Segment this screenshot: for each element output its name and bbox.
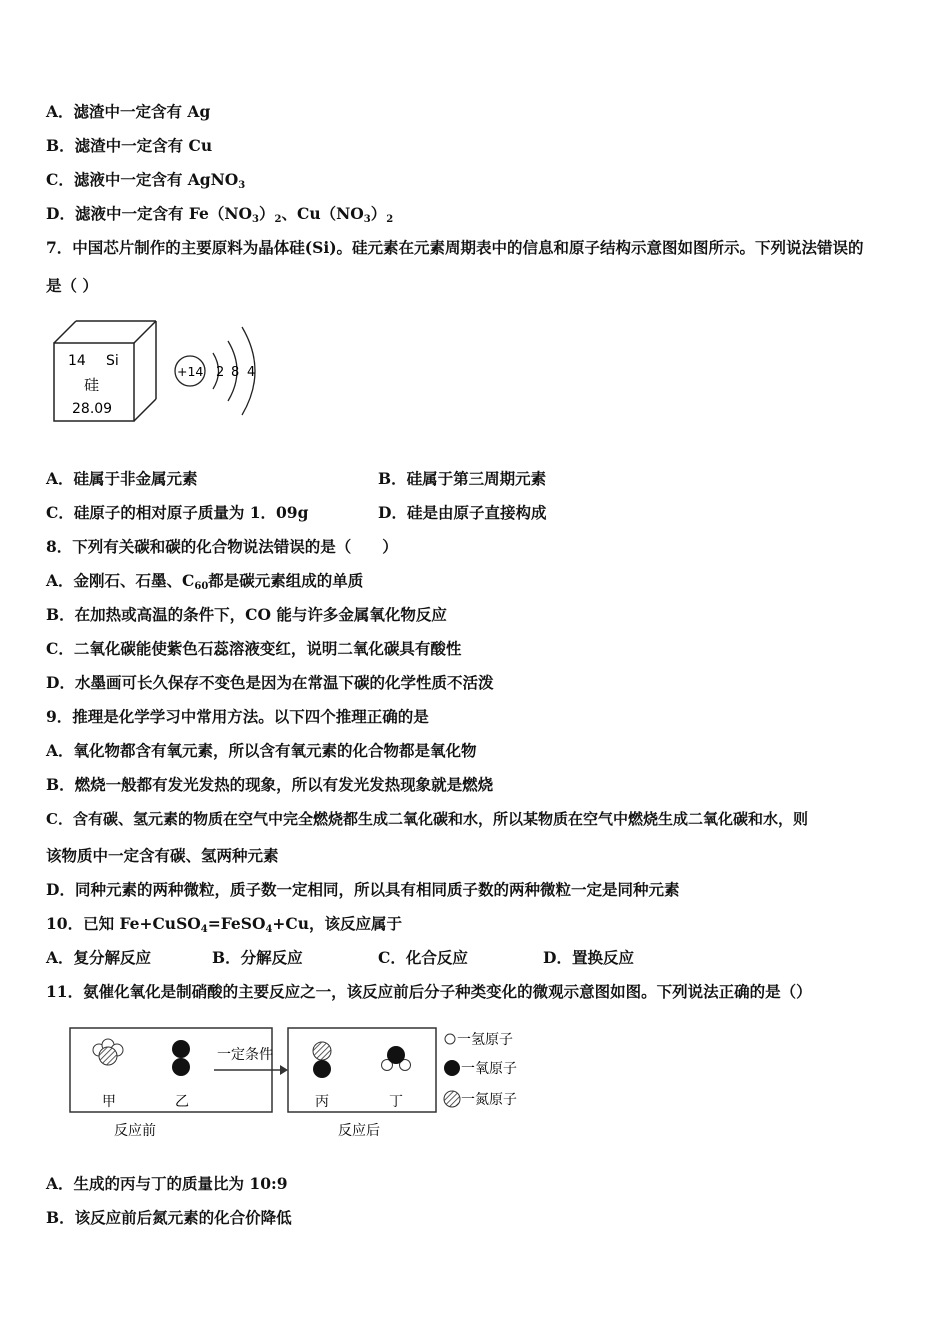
legend-oxygen: 一氧原子 [461, 1061, 517, 1077]
legend-hydrogen: 一氢原子 [457, 1032, 513, 1048]
q7-option-d: D．硅是由原子直接构成 [378, 503, 547, 522]
ammonia-molecule [93, 1039, 123, 1065]
q11-option-b: B．该反应前后氮元素的化合价降低 [46, 1208, 292, 1227]
nitric-oxide-molecule [313, 1042, 331, 1078]
legend-nitrogen-icon [444, 1091, 460, 1107]
q10-option-b: B．分解反应 [212, 948, 303, 967]
q7-option-a: A．硅属于非金属元素 [46, 469, 198, 488]
q11-reaction-diagram [64, 1022, 544, 1144]
q8-option-a: A．金刚石、石墨、$C_{60}$都是碳元素组成的单质 [46, 571, 364, 592]
legend-oxygen-icon [444, 1060, 460, 1076]
arrow-head [280, 1065, 288, 1075]
water-molecule [382, 1046, 411, 1071]
q8-option-b: B．在加热或高温的条件下，CO 能与许多金属氧化物反应 [46, 605, 447, 624]
atomic-number: 14 [68, 353, 86, 369]
q6-option-a: A．滤渣中一定含有 Ag [46, 102, 211, 121]
q8-option-d: D．水墨画可长久保存不变色是因为在常温下碳的化学性质不活泼 [46, 673, 494, 692]
q9-option-c: C．含有碳、氢元素的物质在空气中完全燃烧都生成二氧化碳和水，所以某物质在空气中燃烧生成二氧化碳和水，则 [46, 810, 808, 828]
q11-option-a: A．生成的丙与丁的质量比为 10:9 [46, 1174, 288, 1193]
after-box [288, 1028, 436, 1112]
q7-option-b: B．硅属于第三周期元素 [378, 469, 547, 488]
q8-option-c: C．二氧化碳能使紫色石蕊溶液变红，说明二氧化碳具有酸性 [46, 639, 462, 658]
shell-3-electrons: 4 [247, 365, 256, 380]
q6-option-c: C．滤液中一定含有 AgNO$_3$ [46, 170, 246, 191]
legend-nitrogen: 一氮原子 [461, 1092, 517, 1108]
q6-option-b: B．滤渣中一定含有 Cu [46, 136, 213, 155]
shell-2-electrons: 8 [231, 365, 240, 380]
after-caption: 反应后 [338, 1123, 380, 1139]
shell-1-electrons: 2 [216, 365, 225, 380]
legend-hydrogen-icon [445, 1034, 455, 1044]
q9-option-a: A．氧化物都含有氧元素，所以含有氧元素的化合物都是氧化物 [46, 741, 477, 760]
label-ding: 丁 [389, 1094, 403, 1110]
q9-stem: 9．推理是化学学习中常用方法。以下四个推理正确的是 [46, 707, 429, 726]
q10-stem: 10．已知 Fe+CuSO$_4$=FeSO$_4$+Cu，该反应属于 [46, 914, 403, 935]
q9-option-d: D．同种元素的两种微粒，质子数一定相同，所以具有相同质子数的两种微粒一定是同种元素 [46, 880, 680, 899]
element-symbol: Si [106, 353, 119, 369]
arrow-condition: 一定条件 [217, 1047, 273, 1063]
q7-stem-line2: 是（ ） [46, 276, 98, 295]
q7-figure [50, 315, 265, 430]
element-name: 硅 [84, 376, 100, 394]
atomic-mass: 28.09 [72, 401, 113, 417]
q9-option-c-cont: 该物质中一定含有碳、氢两种元素 [46, 846, 279, 865]
q7-stem-line1: 7．中国芯片制作的主要原料为晶体硅(Si)。硅元素在元素周期表中的信息和原子结构示意图如图所示。下列说法错误的 [46, 238, 864, 257]
q8-stem: 8．下列有关碳和碳的化合物说法错误的是（ ） [46, 537, 398, 556]
before-caption: 反应前 [114, 1123, 156, 1139]
q11-stem: 11．氨催化氧化是制硝酸的主要反应之一，该反应前后分子种类变化的微观示意图如图。下列说法正确的是（） [46, 982, 812, 1001]
q7-option-c: C．硅原子的相对原子质量为 1．09g [46, 503, 309, 522]
nucleus-charge: +14 [177, 364, 204, 379]
label-yi: 乙 [175, 1094, 189, 1110]
q10-option-c: C．化合反应 [378, 948, 468, 967]
q9-option-b: B．燃烧一般都有发光发热的现象，所以有发光发热现象就是燃烧 [46, 775, 494, 794]
q6-option-d: D．滤液中一定含有 $Fe(NO_3)_2$、$Cu(NO_3)_2$ [46, 204, 394, 225]
label-bing: 丙 [315, 1094, 329, 1110]
q10-option-a: A．复分解反应 [46, 948, 152, 967]
q10-option-d: D．置换反应 [543, 948, 634, 967]
oxygen-molecule [172, 1040, 190, 1076]
label-jia: 甲 [102, 1094, 116, 1110]
